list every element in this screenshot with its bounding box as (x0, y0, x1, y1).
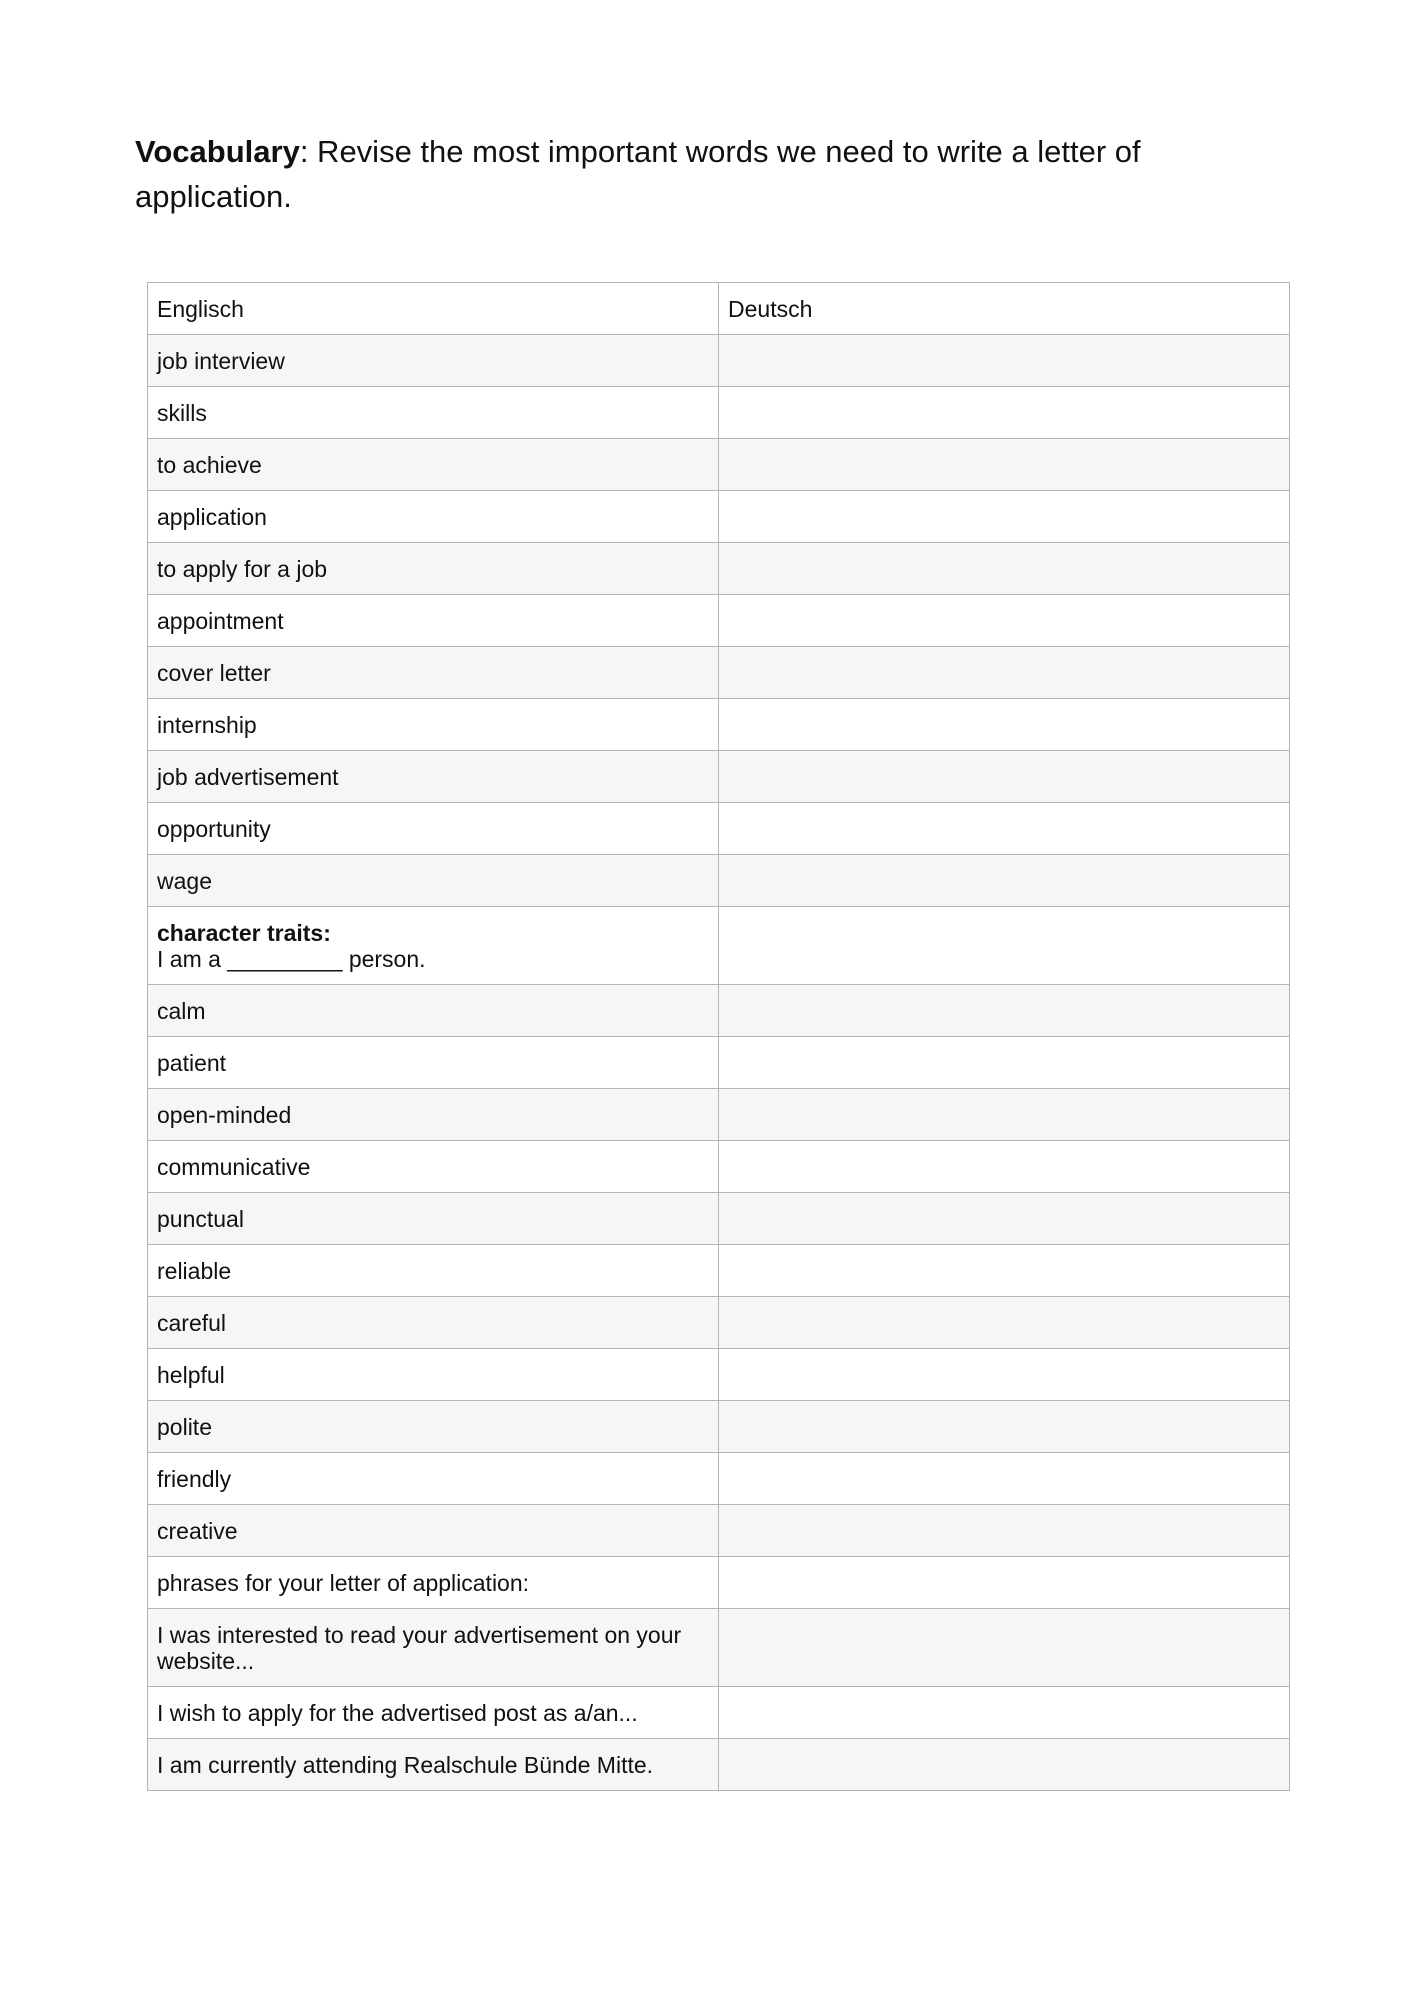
german-answer-cell[interactable] (719, 439, 1290, 491)
table-row (148, 1687, 1290, 1739)
english-term: wage (148, 855, 719, 907)
german-answer-cell[interactable] (719, 1141, 1290, 1193)
german-answer-cell[interactable] (719, 751, 1290, 803)
english-term: job interview (148, 335, 719, 387)
german-answer-cell[interactable] (719, 1557, 1290, 1609)
table-row (148, 1505, 1290, 1557)
vocabulary-table (147, 282, 1290, 1791)
table-row (148, 751, 1290, 803)
german-answer-cell[interactable] (719, 1193, 1290, 1245)
table-row (148, 803, 1290, 855)
heading-bold-word: Vocabulary (135, 134, 300, 169)
table-row (148, 439, 1290, 491)
english-term: to achieve (148, 439, 719, 491)
german-answer-cell[interactable] (719, 647, 1290, 699)
table-row (148, 1141, 1290, 1193)
table-row (148, 985, 1290, 1037)
column-header-german: Deutsch (719, 283, 1290, 335)
table-row (148, 1349, 1290, 1401)
english-term: communicative (148, 1141, 719, 1193)
german-answer-cell[interactable] (719, 1297, 1290, 1349)
english-term: patient (148, 1037, 719, 1089)
english-term: punctual (148, 1193, 719, 1245)
english-term: cover letter (148, 647, 719, 699)
german-answer-cell[interactable] (719, 803, 1290, 855)
german-answer-cell[interactable] (719, 1245, 1290, 1297)
english-phrase: I wish to apply for the advertised post as a/an... (148, 1687, 719, 1739)
table-row (148, 335, 1290, 387)
table-row (148, 1739, 1290, 1791)
english-term: appointment (148, 595, 719, 647)
table-row (148, 647, 1290, 699)
german-answer-cell[interactable] (719, 387, 1290, 439)
german-answer-cell[interactable] (719, 907, 1290, 985)
english-term: helpful (148, 1349, 719, 1401)
table-row (148, 1089, 1290, 1141)
english-phrase: I am currently attending Realschule Bünde Mitte. (148, 1739, 719, 1791)
english-term: open-minded (148, 1089, 719, 1141)
table-row (148, 1037, 1290, 1089)
table-header-row (148, 283, 1290, 335)
english-term: to apply for a job (148, 543, 719, 595)
sentence-template: I am a _________ person. (157, 945, 426, 972)
table-row (148, 1453, 1290, 1505)
english-term: creative (148, 1505, 719, 1557)
section-label-cell (148, 907, 719, 985)
section-heading-phrases: phrases for your letter of application: (148, 1557, 719, 1609)
table-row (148, 387, 1290, 439)
heading-instruction: : Revise the most important words we need to write a letter of application. (135, 134, 1141, 214)
english-term: application (148, 491, 719, 543)
english-term: reliable (148, 1245, 719, 1297)
section-heading-character-traits: character traits: (157, 919, 331, 946)
german-answer-cell[interactable] (719, 1037, 1290, 1089)
german-answer-cell[interactable] (719, 1739, 1290, 1791)
german-answer-cell[interactable] (719, 1687, 1290, 1739)
table-row-section-phrases (148, 1557, 1290, 1609)
table-row (148, 1245, 1290, 1297)
german-answer-cell[interactable] (719, 1089, 1290, 1141)
table-row (148, 1193, 1290, 1245)
german-answer-cell[interactable] (719, 543, 1290, 595)
table-row (148, 699, 1290, 751)
german-answer-cell[interactable] (719, 985, 1290, 1037)
table-row (148, 595, 1290, 647)
english-term: calm (148, 985, 719, 1037)
german-answer-cell[interactable] (719, 1453, 1290, 1505)
english-term: opportunity (148, 803, 719, 855)
german-answer-cell[interactable] (719, 1505, 1290, 1557)
english-term: internship (148, 699, 719, 751)
german-answer-cell[interactable] (719, 855, 1290, 907)
table-row (148, 543, 1290, 595)
english-term: friendly (148, 1453, 719, 1505)
german-answer-cell[interactable] (719, 1349, 1290, 1401)
german-answer-cell[interactable] (719, 595, 1290, 647)
table-row (148, 1401, 1290, 1453)
german-answer-cell[interactable] (719, 491, 1290, 543)
german-answer-cell[interactable] (719, 1401, 1290, 1453)
english-term: careful (148, 1297, 719, 1349)
table-row (148, 855, 1290, 907)
table-row (148, 491, 1290, 543)
worksheet-heading (135, 129, 1295, 219)
table-row (148, 1297, 1290, 1349)
german-answer-cell[interactable] (719, 699, 1290, 751)
table-row-section-character-traits (148, 907, 1290, 985)
english-phrase: I was interested to read your advertisement on your website... (148, 1609, 719, 1687)
column-header-english: Englisch (148, 283, 719, 335)
english-term: job advertisement (148, 751, 719, 803)
table-row (148, 1609, 1290, 1687)
german-answer-cell[interactable] (719, 1609, 1290, 1687)
english-term: polite (148, 1401, 719, 1453)
german-answer-cell[interactable] (719, 335, 1290, 387)
english-term: skills (148, 387, 719, 439)
